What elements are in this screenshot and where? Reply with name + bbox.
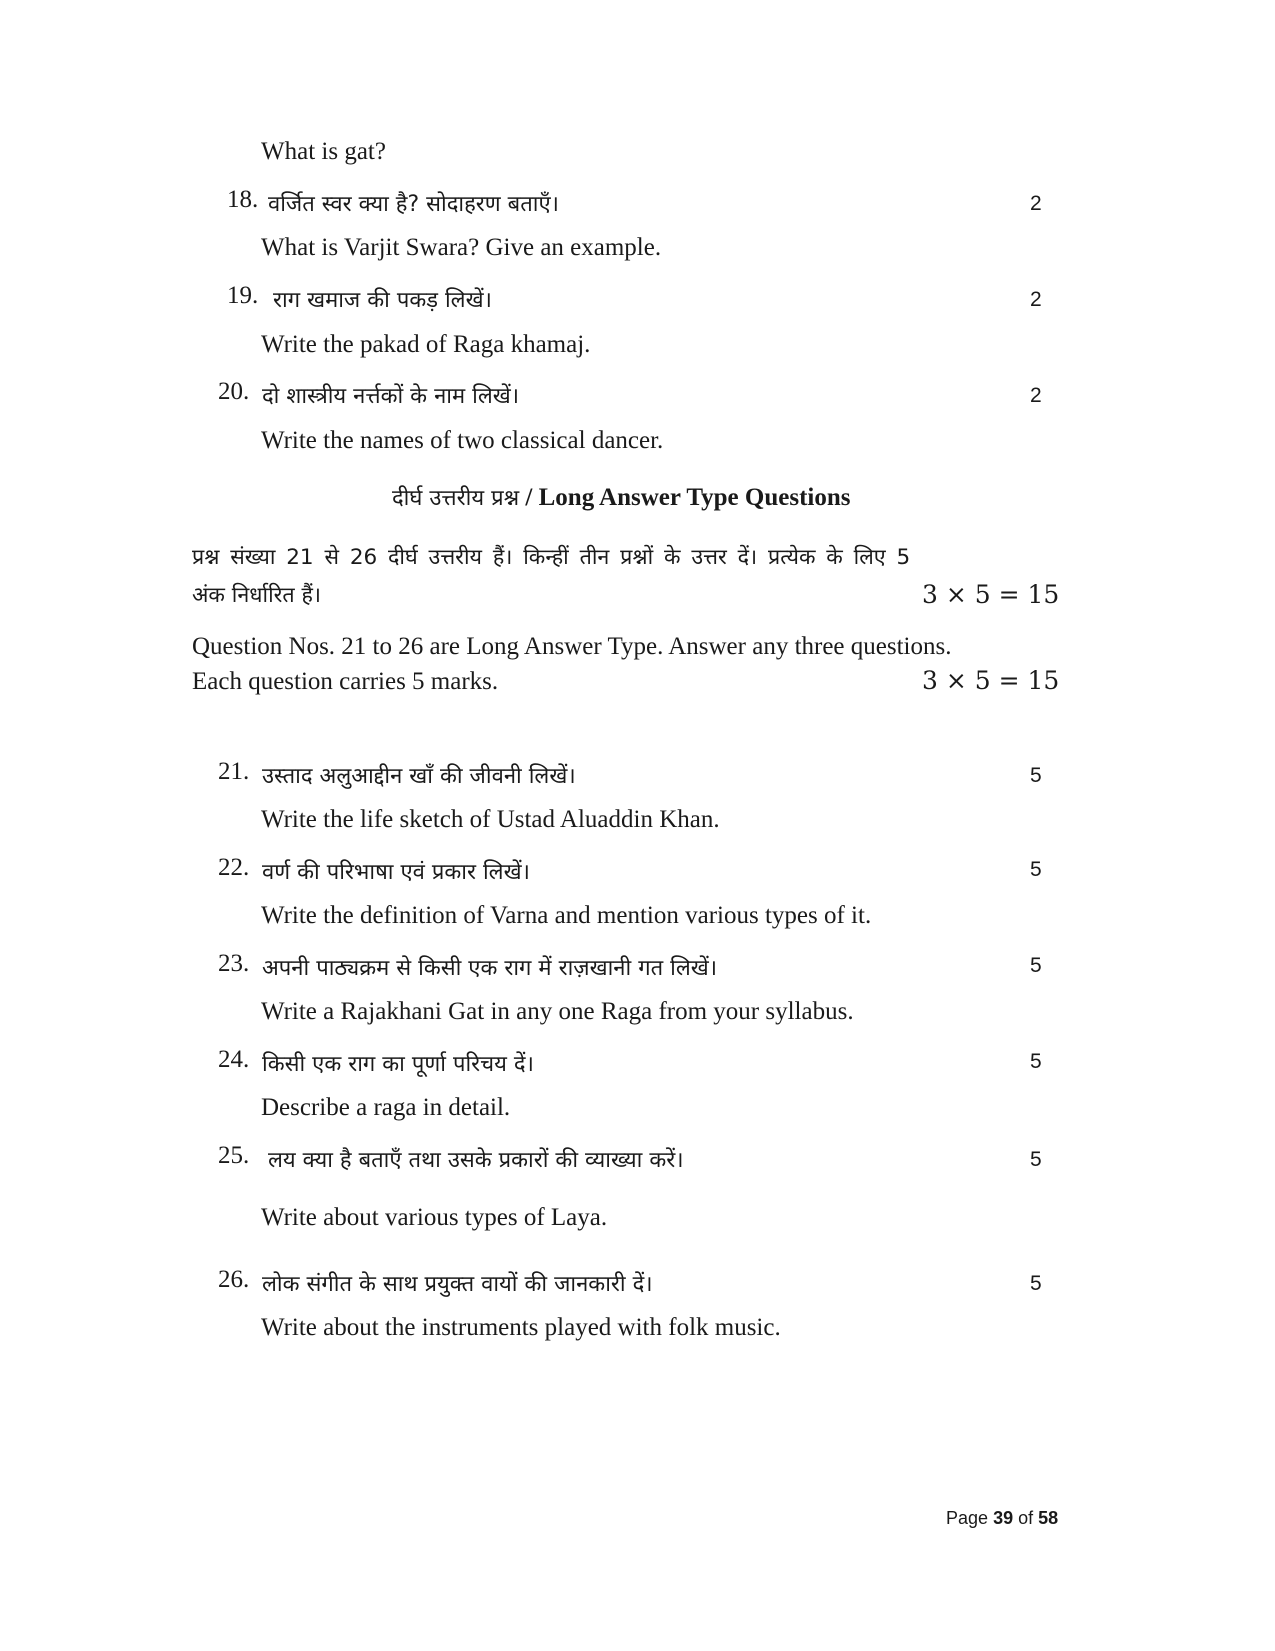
instructions-hindi-line1: प्रश्न संख्या 21 से 26 दीर्घ उत्तरीय हैं। किन्हीं तीन प्रश्नों के उत्तर दें। प्रत्येक के लिए 5 [192,545,911,570]
q23-hindi: अपनी पाठ्यक्रम से किसी एक राग में राज़खानी गत लिखें। [262,956,718,981]
q22-english: Write the definition of Varna and mention various types of it. [261,902,872,929]
q24-english: Describe a raga in detail. [261,1094,511,1121]
q18-english: What is Varjit Swara? Give an example. [261,234,662,261]
instructions-english-formula: 3 × 5 = 15 [922,666,1060,695]
q21-english: Write the life sketch of Ustad Aluaddin Khan. [261,806,720,833]
instructions-english-line1: Question Nos. 21 to 26 are Long Answer Type. Answer any three questions. [192,633,952,660]
instructions-hindi-line2: अंक निर्धारित हैं। [192,583,322,608]
q21-number: 21. [218,758,250,785]
section-heading-hindi: दीर्घ उत्तरीय प्रश्न [392,486,520,511]
instructions-english-line2: Each question carries 5 marks. [192,668,499,695]
section-heading-separator: / [525,484,533,511]
q22-marks: 5 [1030,858,1042,881]
footer-page-word: Page [946,1508,989,1528]
q25-english: Write about various types of Laya. [261,1204,608,1231]
q23-number: 23. [218,950,250,977]
q24-number: 24. [218,1046,250,1073]
q23-english: Write a Rajakhani Gat in any one Raga from your syllabus. [261,998,854,1025]
q26-marks: 5 [1030,1272,1042,1295]
q25-hindi: लय क्या है बताएँ तथा उसके प्रकारों की व्याख्या करें। [268,1148,684,1173]
section-heading-english: Long Answer Type Questions [538,484,851,511]
q19-hindi: राग खमाज की पकड़ लिखें। [273,288,492,313]
q20-number: 20. [218,378,250,405]
q18-hindi: वर्जित स्वर क्या है? सोदाहरण बताएँ। [268,192,559,217]
q25-marks: 5 [1030,1148,1042,1171]
q25-number: 25. [218,1142,250,1169]
q20-english: Write the names of two classical dancer. [261,427,664,454]
instructions-hindi-formula: 3 × 5 = 15 [922,580,1060,609]
q17-english: What is gat? [261,138,386,165]
q24-marks: 5 [1030,1050,1042,1073]
q21-hindi: उस्ताद अलुआद्दीन खाँ की जीवनी लिखें। [262,764,576,789]
q18-number: 18. [227,186,259,213]
q26-number: 26. [218,1266,250,1293]
q19-number: 19. [227,282,259,309]
q19-marks: 2 [1030,288,1042,311]
q23-marks: 5 [1030,954,1042,977]
footer-of-word: of [1018,1508,1034,1528]
page-footer [946,1508,1058,1529]
q24-hindi: किसी एक राग का पूर्णा परिचय दें। [262,1052,534,1077]
q18-marks: 2 [1030,192,1042,215]
q20-marks: 2 [1030,384,1042,407]
q21-marks: 5 [1030,764,1042,787]
footer-page-total: 58 [1038,1508,1059,1528]
q22-hindi: वर्ण की परिभाषा एवं प्रकार लिखें। [262,860,530,885]
q20-hindi: दो शास्त्रीय नर्त्तकों के नाम लिखें। [262,384,520,409]
q26-english: Write about the instruments played with folk music. [261,1314,781,1341]
footer-page-number: 39 [993,1508,1014,1528]
q19-english: Write the pakad of Raga khamaj. [261,331,591,358]
section-heading [392,482,851,512]
q22-number: 22. [218,854,250,881]
q26-hindi: लोक संगीत के साथ प्रयुक्त वायों की जानकारी दें। [262,1272,653,1297]
